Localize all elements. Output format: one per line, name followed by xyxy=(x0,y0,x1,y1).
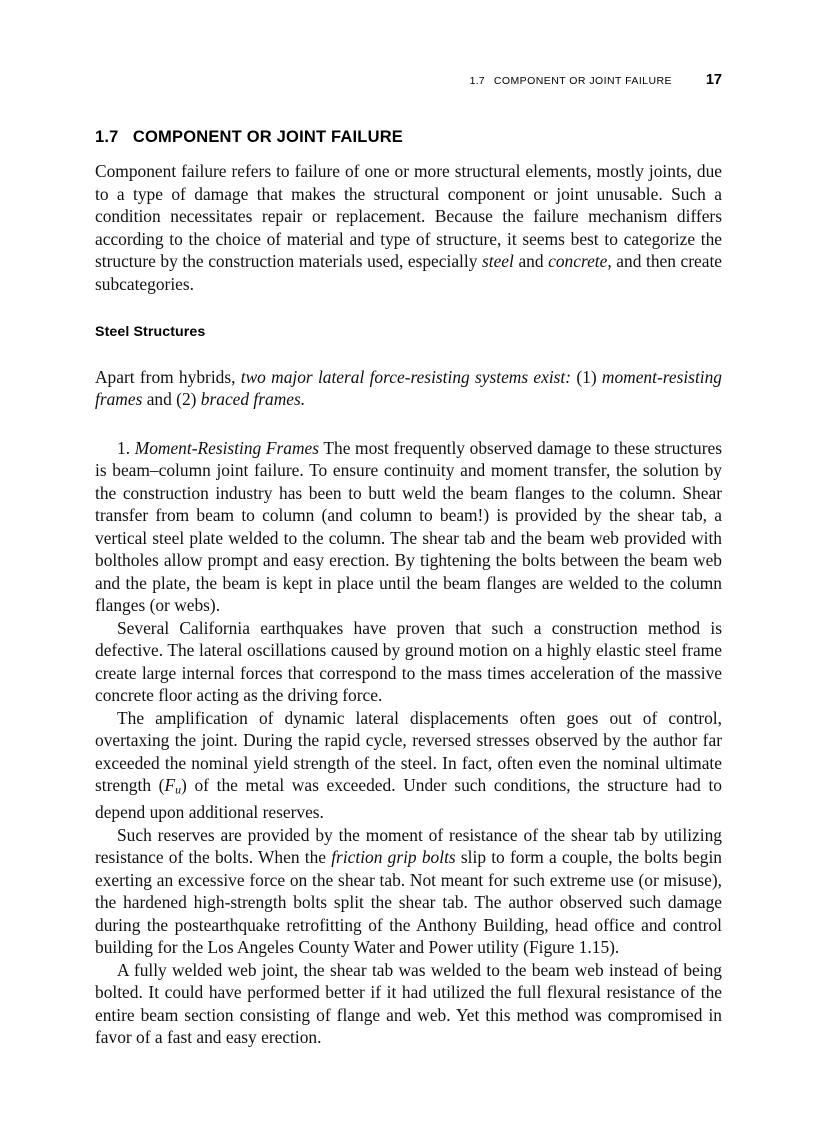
paragraph-welded-web-joint: A fully welded web joint, the shear tab was welded to the beam web instead of being bolted. It could have performed better if it had utilized the full flexural resistance of the entire beam section consisting of flange and web. Yet this method was compromised in favor of a fast and easy erection. xyxy=(95,959,722,1048)
paragraph-systems-part3: and (2) xyxy=(142,389,201,409)
page-number: 17 xyxy=(705,72,722,88)
paragraph-systems xyxy=(95,366,722,411)
paragraph-systems-part1: Apart from hybrids, xyxy=(95,366,241,387)
emphasis-concrete: concrete, xyxy=(548,251,612,271)
paragraph-systems-part2: (1) xyxy=(571,366,602,387)
paragraph-reserves xyxy=(95,824,722,959)
symbol-ultimate-strength: F xyxy=(164,775,176,795)
spacer-before-list-item xyxy=(95,411,722,437)
emphasis-braced-frames: braced frames. xyxy=(200,389,306,409)
running-header-section-title: COMPONENT OR JOINT FAILURE xyxy=(493,75,672,87)
running-header xyxy=(95,72,722,88)
running-header-section-number: 1.7 xyxy=(469,75,485,87)
emphasis-moment-resisting-frames: moment-resisting frames xyxy=(95,366,723,409)
paragraph-reserves-part1: Such reserves are provided by the moment of resistance of the shear tab by utilizing resistance of the bolts. When the xyxy=(95,824,722,868)
emphasis-two-major-systems: two major lateral force-resisting systems exist: xyxy=(240,366,572,387)
paragraph-moment-resisting-frames-text: The most frequently observed damage to these structures is beam–column joint failure. To ensure continuity and moment transfer, the solution by the construction industry has been to butt weld the beam flanges to the column. Shear transfer from beam to column (and column to beam!) is provided by the shear tab, a vertical steel plate welded to the column. The shear tab and the beam web provided with boltholes allow prompt and easy erection. By tightening the bolts between the beam web and the plate, the beam is kept in place until the beam flanges are welded to the column flanges (or webs). xyxy=(95,437,722,615)
list-item-title: Moment-Resisting Frames xyxy=(134,437,320,458)
spacer-before-subheading xyxy=(95,295,722,321)
paragraph-reserves-part2: slip to form a couple, the bolts begin exerting an excessive force on the shear tab. Not meant for such extreme use (or misuse), the hardened high-strength bolts split the shear tab. The author observed such damage during the postearthquake retrofitting of the Anthony Building, head office and control building for the Los Angeles County Water and Power utility (Figure 1.15). xyxy=(95,847,722,958)
paragraph-california-earthquakes: Several California earthquakes have proven that such a construction method is defective. The lateral oscillations caused by ground motion on a highly elastic steel frame create large internal forces that correspond to the mass times acceleration of the massive concrete floor acting as the driving force. xyxy=(95,617,722,705)
list-item-number: 1. xyxy=(117,437,135,458)
subheading-steel-structures: Steel Structures xyxy=(95,324,206,340)
body-text xyxy=(95,160,722,1049)
paragraph-intro-part3: and then create subcategories. xyxy=(95,251,723,294)
paragraph-amplification xyxy=(95,707,722,824)
paragraph-intro-part1: Component failure refers to failure of one or more structural elements, mostly joints, due to a type of damage that makes the structural component or joint unusable. Such a condition necessitates repair or replacement. Because the failure mechanism differs according to the choice of material and type of structure, it seems best to categorize the structure by the construction materials used, especially xyxy=(95,161,722,271)
spacer-after-subheading xyxy=(95,344,722,366)
paragraph-intro xyxy=(95,160,722,295)
paragraph-intro-part2: and xyxy=(513,251,549,271)
paragraph-moment-resisting-frames xyxy=(95,437,722,617)
paragraph-amplification-part2: ) of the metal was exceeded. Under such conditions, the structure had to depend upon additional reserves. xyxy=(95,775,723,823)
paragraph-amplification-part1: The amplification of dynamic lateral displacements often goes out of control, overtaxing the joint. During the rapid cycle, reversed stresses observed by the author far exceeded the nominal yield strength of the steel. In fact, often even the nominal ultimate strength ( xyxy=(95,707,722,795)
emphasis-friction-grip-bolts: friction grip bolts xyxy=(331,847,456,868)
section-heading: 1.7 COMPONENT OR JOINT FAILURE xyxy=(95,128,404,147)
emphasis-steel: steel xyxy=(481,251,514,271)
symbol-ultimate-strength-subscript: u xyxy=(175,782,182,797)
